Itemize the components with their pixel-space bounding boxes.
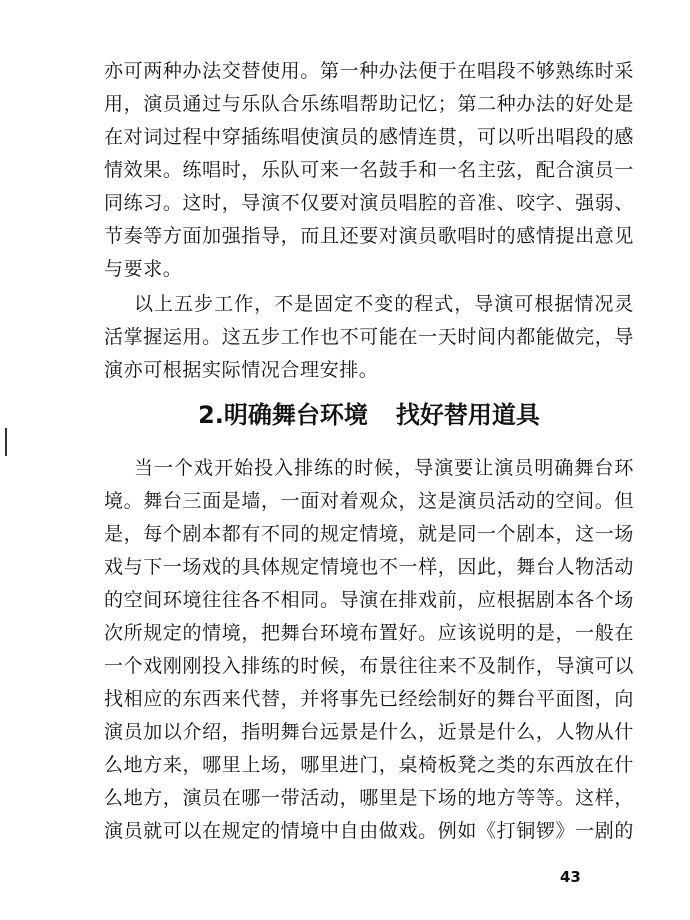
paragraph-3-line-3: 是，每个剧本都有不同的规定情境，就是同一个剧本，这一场 xyxy=(104,523,634,545)
page-number: 43 xyxy=(560,868,581,886)
paragraph-3-line-7: 一个戏刚刚投入排练的时候，布景往往来不及制作，导演可以 xyxy=(104,655,634,677)
paragraph-3-line-11: 么地方，演员在哪一带活动，哪里是下场的地方等等。这样， xyxy=(104,787,634,809)
paragraph-1-line-3: 在对词过程中穿插练唱使演员的感情连贯，可以听出唱段的感 xyxy=(104,126,634,148)
paragraph-3-line-2: 境。舞台三面是墙，一面对着观众，这是演员活动的空间。但 xyxy=(104,490,634,512)
paragraph-1-line-2: 用，演员通过与乐队合乐练唱帮助记忆；第二种办法的好处是 xyxy=(104,93,634,115)
section-number: 2. xyxy=(198,401,224,429)
paragraph-3-line-6: 次所规定的情境，把舞台环境布置好。应该说明的是，一般在 xyxy=(104,622,634,644)
paragraph-2-line-3: 演亦可根据实际情况合理安排。 xyxy=(104,359,379,381)
paragraph-1-line-4: 情效果。练唱时，乐队可来一名鼓手和一名主弦，配合演员一 xyxy=(104,159,634,181)
paragraph-3-line-5: 的空间环境往往各不相同。导演在排戏前，应根据剧本各个场 xyxy=(104,589,634,611)
paragraph-1-line-6: 节奏等方面加强指导，而且还要对演员歌唱时的感情提出意见 xyxy=(104,225,634,247)
paragraph-1-line-7: 与要求。 xyxy=(104,258,183,280)
paragraph-3-line-10: 么地方来，哪里上场，哪里进门，桌椅板凳之类的东西放在什 xyxy=(104,754,634,776)
paragraph-3-line-1: 当一个戏开始投入排练的时候，导演要让演员明确舞台环 xyxy=(134,457,634,479)
section-title-part-1: 明确舞台环境 xyxy=(223,401,368,429)
paragraph-3-line-9: 演员加以介绍，指明舞台远景是什么，近景是什么，人物从什 xyxy=(104,721,634,743)
paragraph-1-line-5: 同练习。这时，导演不仅要对演员唱腔的音准、咬字、强弱、 xyxy=(104,192,634,214)
paragraph-1-line-1: 亦可两种办法交替使用。第一种办法便于在唱段不够熟练时采 xyxy=(104,60,634,82)
section-heading xyxy=(104,395,634,435)
paragraph-3-line-8: 找相应的东西来代替，并将事先已经绘制好的舞台平面图，向 xyxy=(104,688,634,710)
paragraph-2-line-1: 以上五步工作，不是固定不变的程式，导演可根据情况灵 xyxy=(134,293,634,315)
paragraph-3-line-4: 戏与下一场戏的具体规定情境也不一样，因此，舞台人物活动 xyxy=(104,556,634,578)
section-title-part-2: 找好替用道具 xyxy=(395,401,540,429)
paragraph-3-line-12: 演员就可以在规定的情境中自由做戏。例如《打铜锣》一剧的 xyxy=(104,820,634,842)
paragraph-2-line-2: 活掌握运用。这五步工作也不可能在一天时间内都能做完，导 xyxy=(104,326,634,348)
